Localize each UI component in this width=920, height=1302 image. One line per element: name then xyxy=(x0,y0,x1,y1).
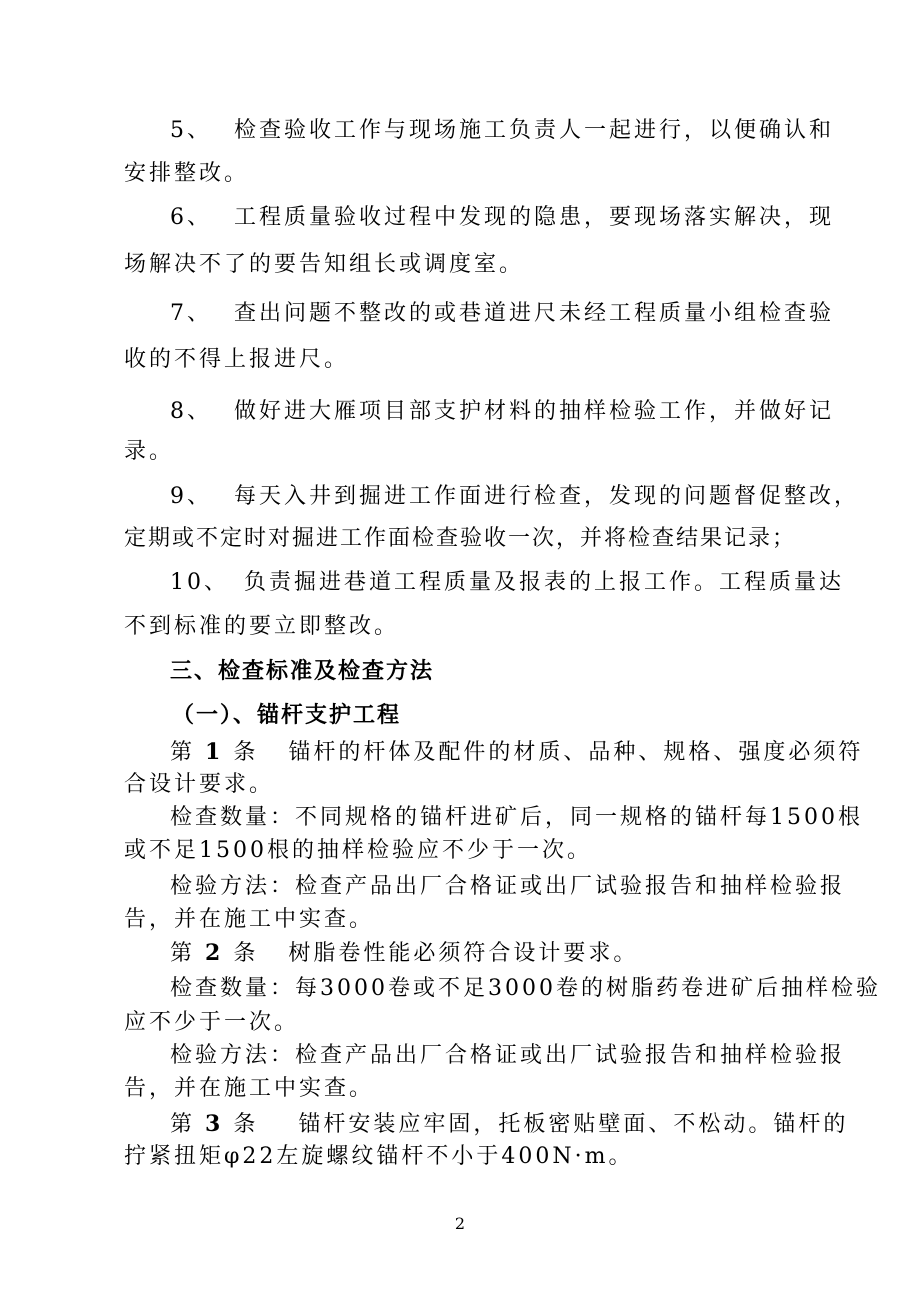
article-1-quantity-line-1: 检查数量：不同规格的锚杆进矿后，同一规格的锚杆每1500根 xyxy=(170,805,863,830)
item-text: 负责掘进巷道工程质量及报表的上报工作。工程质量达 xyxy=(244,570,845,595)
page-number: 2 xyxy=(454,1214,466,1233)
article-2-method-line-2: 告，并在施工中实查。 xyxy=(124,1076,375,1101)
item-8-line-1 xyxy=(170,397,834,427)
item-7-line-2: 收的不得上报进尺。 xyxy=(124,347,350,372)
item-text: 做好进大雁项目部支护材料的抽样检验工作，并做好记 xyxy=(234,399,835,424)
item-number: 5、 xyxy=(170,118,212,143)
item-7-line-1 xyxy=(170,299,834,329)
article-1-line-2: 合设计要求。 xyxy=(124,772,275,797)
sub-heading: （一）、锚杆支护工程 xyxy=(172,702,402,728)
article-suffix: 条 xyxy=(233,740,259,765)
article-2-method-line-1: 检验方法：检查产品出厂合格证或出厂试验报告和抽样检验报 xyxy=(170,1043,846,1068)
article-prefix: 第 xyxy=(170,740,196,765)
item-text: 每天入井到掘进工作面进行检查，发现的问题督促整改， xyxy=(234,484,860,509)
article-number: 1 xyxy=(205,739,224,765)
item-5-line-2: 安排整改。 xyxy=(124,161,250,186)
article-2-quantity-line-1: 检查数量：每3000卷或不足3000卷的树脂药卷进矿后抽样检验 xyxy=(170,976,881,1001)
article-suffix: 条 xyxy=(233,1112,259,1137)
article-number: 3 xyxy=(205,1111,224,1137)
item-number: 8、 xyxy=(170,399,212,424)
item-text: 查出问题不整改的或巷道进尺未经工程质量小组检查验 xyxy=(234,301,835,326)
item-10-line-2: 不到标准的要立即整改。 xyxy=(124,614,400,639)
article-prefix: 第 xyxy=(170,941,196,966)
article-text: 树脂卷性能必须符合设计要求。 xyxy=(288,941,639,966)
item-9-line-1 xyxy=(170,482,859,512)
article-prefix: 第 xyxy=(170,1112,196,1137)
item-text: 检查验收工作与现场施工负责人一起进行，以便确认和 xyxy=(234,118,835,143)
article-2-quantity-line-2: 应不少于一次。 xyxy=(124,1010,300,1035)
item-number: 9、 xyxy=(170,484,212,509)
section-heading: 三、检查标准及检查方法 xyxy=(170,658,435,684)
item-10-line-1 xyxy=(170,568,844,598)
item-9-line-2: 定期或不定时对掘进工作面检查验收一次，并将检查结果记录； xyxy=(124,526,797,551)
article-1-method-line-1: 检验方法：检查产品出厂合格证或出厂试验报告和抽样检验报 xyxy=(170,874,846,899)
item-number: 10、 xyxy=(170,570,229,595)
article-3-line-2: 拧紧扭矩φ22左旋螺纹锚杆不小于400N·m。 xyxy=(124,1144,634,1169)
article-text: 锚杆的杆体及配件的材质、品种、规格、强度必须符 xyxy=(288,740,864,765)
item-8-line-2: 录。 xyxy=(124,439,175,464)
article-text: 锚杆安装应牢固，托板密贴壁面、不松动。锚杆的 xyxy=(298,1112,849,1137)
article-1-quantity-line-2: 或不足1500根的抽样检验应不少于一次。 xyxy=(124,838,592,863)
item-5-line-1 xyxy=(170,116,834,146)
item-6-line-1 xyxy=(170,203,834,233)
item-text: 工程质量验收过程中发现的隐患，要现场落实解决，现 xyxy=(234,205,835,230)
article-2-line-1 xyxy=(170,938,638,969)
article-suffix: 条 xyxy=(233,941,259,966)
item-number: 7、 xyxy=(170,301,212,326)
item-number: 6、 xyxy=(170,205,212,230)
item-6-line-2: 场解决不了的要告知组长或调度室。 xyxy=(124,252,525,277)
article-1-line-1 xyxy=(170,737,863,768)
article-1-method-line-2: 告，并在施工中实查。 xyxy=(124,907,375,932)
article-number: 2 xyxy=(205,940,224,966)
article-3-line-1 xyxy=(170,1109,848,1140)
